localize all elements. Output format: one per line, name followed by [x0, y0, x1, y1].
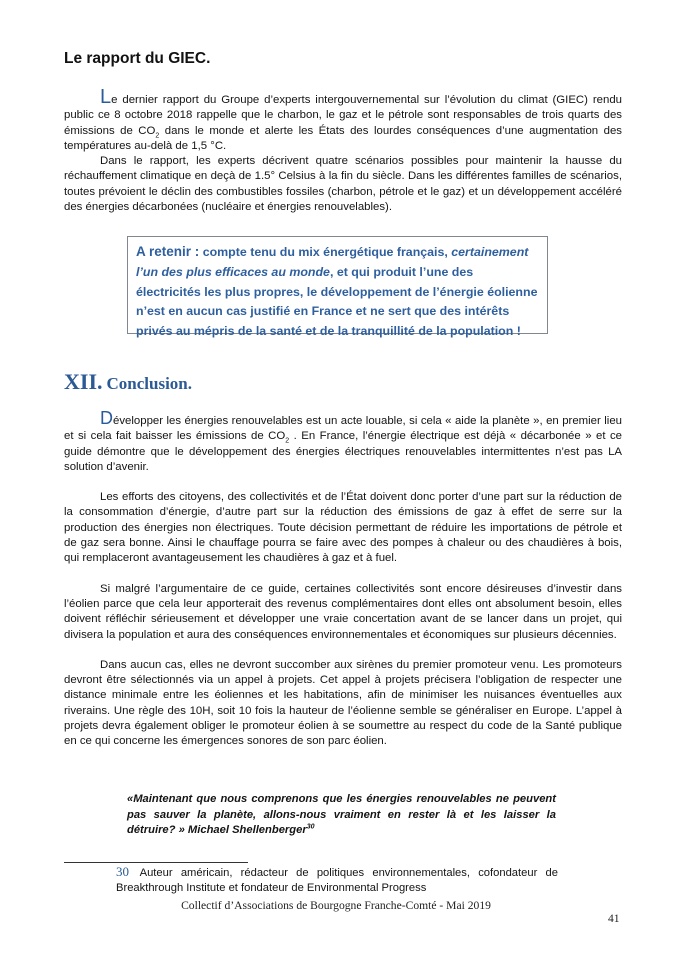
co2-subscript-2: 2: [285, 437, 290, 445]
co2-subscript: 2: [155, 131, 160, 139]
callout-text-a: compte tenu du mix énergétique français,: [199, 245, 452, 259]
shellenberger-quote: [127, 792, 556, 839]
conclusion-text: [64, 408, 622, 750]
conclusion-p1-text-a: évelopper les énergies renouvelables est un acte louable, si cela « aide la planète », en premier lieu et si cela fait baisser les émissions de CO: [64, 415, 622, 443]
conclusion-paragraph-1: [64, 408, 622, 475]
footnote-text: Auteur américain, rédacteur de politiques environnementales, cofondateur de Breakthrough Institute et fondateur de Environmental Progress: [116, 867, 558, 894]
footnote-reference: 30: [306, 823, 315, 831]
footnote-number: 30: [116, 864, 129, 879]
footnote-divider: [64, 862, 248, 863]
callout-text-b: , et qui produit l’une des électricités les plus propres, le développement de l’énergie éolienne n’est en aucun cas justifié en France et ne sert que des intérêts privés au mépris de la santé et de la tranquillité de la population !: [136, 264, 538, 339]
callout-lead: A retenir :: [136, 244, 200, 259]
giec-paragraph-1: [64, 86, 622, 154]
conclusion-paragraph-2: Les efforts des citoyens, des collectivités et de l’État doivent donc porter d’une part sur la réduction de la consommation d’énergie, d’autre part sur la réduction des émissions de gaz à effet de serre sur la production des énergies non électriques. Toute décision permettant de réduire les importations de pétrole et de gaz sera bonne. Ainsi le chauffage pourra se faire avec des pompes à chaleur ou des chaudières à bois, qui remplaceront avantageusement les chaudières à gaz et à fuel.: [64, 491, 622, 565]
conclusion-paragraph-4: Dans aucun cas, elles ne devront succomber aux sirènes du premier promoteur venu. Les promoteurs devront être sélectionnés via un appel à projets. Cet appel à projets précisera l’obligation de respecter une distance minimale entre les éoliennes et les habitations, afin de minimiser les nuisances éventuelles aux riverains. Une règle des 10H, soit 10 fois la hauteur de l’éolienne semble se généraliser en Europe. L’appel à projets devra également obliger le promoteur éolien à se soumettre au respect du code de la Santé publique en ce qui concerne les émergences sonores de son parc éolien.: [64, 658, 622, 748]
dropcap-l: L: [100, 86, 112, 108]
giec-paragraph-2: Dans le rapport, les experts décrivent quatre scénarios possibles pour maintenir la hausse du réchauffement climatique en deçà de 1.5° Celsius à la fin du siècle. Dans les différentes familles de scénarios, toutes prévoient le déclin des combustibles fossiles (charbon, pétrole et le gaz) et un développement accéléré des énergies décarbonées (nucléaire et énergies renouvelables).: [64, 155, 622, 214]
section-title-text: Conclusion.: [106, 374, 193, 393]
conclusion-p1-text-b: . En France, l’énergie électrique est déjà « décarbonée » et ce guide démontre que le développement des énergies électriques renouvelables intermittentes n’est pas LA solution d’avenir.: [64, 430, 622, 473]
callout-italic: certainement l’un des plus efficaces au monde: [136, 245, 529, 279]
section-heading-giec: Le rapport du GIEC.: [64, 50, 211, 67]
conclusion-paragraph-3: Si malgré l’argumentaire de ce guide, certaines collectivités sont encore désireuses d’investir dans l’éolien parce que cela leur apporterait des revenus complémentaires dont elles ont absolument besoin, elles doivent réfléchir sérieusement et développer une vraie concertation avant de se lancer dans un projet, qui divisera la population et aura des conséquences environnementales et économiques sur plusieurs décennies.: [64, 582, 622, 641]
page-footer: [0, 899, 684, 912]
dropcap-d: D: [100, 408, 113, 428]
page-number: 41: [608, 912, 620, 925]
section-title-conclusion: [64, 369, 192, 395]
quote-text: «Maintenant que nous comprenons que les énergies renouvelables ne peuvent pas sauver la planète, allons-nous vraiment en rester là et les laisser la détruire? » Michael Shellenberger: [127, 793, 556, 836]
giec-text: [64, 86, 622, 215]
footer-text: Collectif d’Associations de Bourgogne Franche-Comté - Mai 2019: [181, 899, 491, 912]
section-number: XII.: [64, 369, 103, 394]
key-takeaway-box: [127, 236, 548, 339]
giec-p1-text-a: e dernier rapport du Groupe d’experts intergouvernemental sur l’évolution du climat (GIEC) rendu public ce 8 octobre 2018 rappelle que le charbon, le gaz et le pétrole sont responsables de trois quarts des émissions de CO: [64, 94, 622, 137]
giec-p1-text-b: dans le monde et alerte les États des lourdes conséquences d’une augmentation des températures au-delà de 1,5 °C.: [64, 124, 622, 152]
footnote-30: [116, 864, 558, 896]
